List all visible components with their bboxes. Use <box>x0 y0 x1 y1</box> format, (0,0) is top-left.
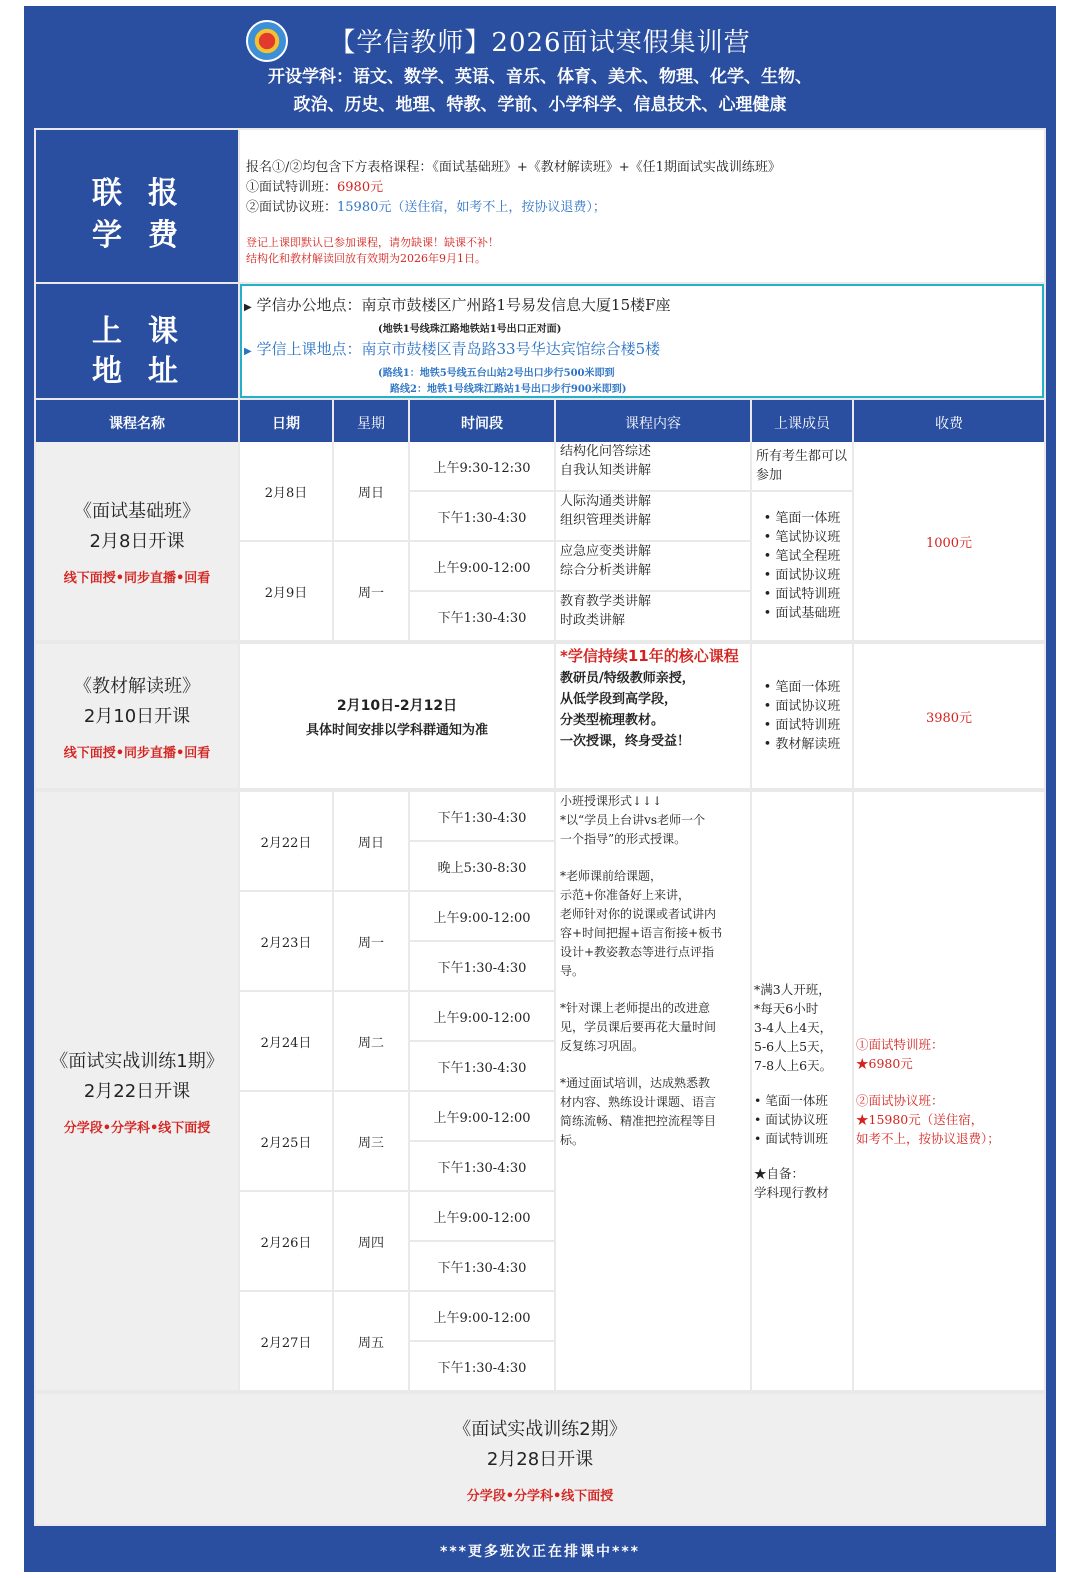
date-cell: 2月27日 <box>240 1292 332 1390</box>
col-header-weekday: 星期 <box>334 400 408 446</box>
fees-note-1: 登记上课即默认已参加课程，请勿缺课！缺课不补！ <box>246 236 499 249</box>
weekday-cell: 周四 <box>334 1192 408 1290</box>
office-address: ▶ 学信办公地点：南京市鼓楼区广州路1号易发信息大厦15楼F座 <box>244 296 671 314</box>
time-cell: 下午1:30-4:30 <box>410 1242 554 1290</box>
course-practice-1: 《面试实战训练1期》 2月22日开课 分学段•分学科•线下面授 <box>36 792 238 1390</box>
date-cell: 2月9日 <box>240 542 332 640</box>
date-cell: 2月23日 <box>240 892 332 990</box>
practice-content-cell: 小班授课形式↓↓↓ *以“学员上台讲vs老师一个 一个指导”的形式授课。 *老师课前给课题， 示范+你准备好上来讲， 老师针对你的说课或者试讲内 容+时间把握+语言衔接+板书 设计+教姿教态等进行点评指 导。 *针对课上老师提出的改进意 见，学员课后要再花大量时间 反复练习巩固。 *通过面试培训，达成熟悉教 材内容、熟练设计课题、语言 简练流畅、精准把控流程等目 标。 <box>556 792 750 1390</box>
office-note: (地铁1号线珠江路地铁站1号出口正对面) <box>378 324 562 335</box>
content-cell: 人际沟通类讲解 组织管理类讲解 <box>556 492 750 540</box>
weekday-cell: 周一 <box>334 542 408 640</box>
time-cell: 上午9:00-12:00 <box>410 892 554 940</box>
members-all-cell: 所有考生都可以参加 <box>752 442 852 490</box>
weekday-cell: 周五 <box>334 1292 408 1390</box>
time-cell: 下午1:30-4:30 <box>410 1342 554 1390</box>
date-cell: 2月8日 <box>240 442 332 540</box>
textbook-content: *学信持续11年的核心课程 教研员/特级教师亲授， 从低学段到高学段， 分类型梳理教材。 一次授课，终身受益！ <box>556 644 750 788</box>
fee-cell: 1000元 <box>854 442 1044 640</box>
col-header-time: 时间段 <box>410 400 554 446</box>
content-cell: 应急应变类讲解 综合分析类讲解 <box>556 542 750 590</box>
time-cell: 下午1:30-4:30 <box>410 1042 554 1090</box>
date-cell: 2月22日 <box>240 792 332 890</box>
fees-option-2: ②面试协议班：15980元（送住宿，如考不上，按协议退费）； <box>246 200 606 215</box>
time-cell: 上午9:00-12:00 <box>410 992 554 1040</box>
bullet-icon: ▶ <box>244 346 252 357</box>
address-section <box>36 284 1044 398</box>
route-1: (路线1：地铁5号线五台山站2号出口步行500米即到 <box>378 368 615 379</box>
fee-cell: 3980元 <box>854 644 1044 788</box>
address-label: 上 课 地 址 <box>36 284 238 398</box>
fees-content <box>240 130 1044 282</box>
date-cell: 2月24日 <box>240 992 332 1090</box>
time-cell: 上午9:00-12:00 <box>410 1092 554 1140</box>
address-content <box>240 284 1044 398</box>
fees-section <box>36 130 1044 282</box>
time-cell: 上午9:00-12:00 <box>410 542 554 590</box>
col-header-members: 上课成员 <box>752 400 852 446</box>
time-cell: 上午9:00-12:00 <box>410 1192 554 1240</box>
col-header-fee: 收费 <box>854 400 1044 446</box>
time-cell: 下午1:30-4:30 <box>410 492 554 540</box>
practice-members-cell: *满3人开班， *每天6小时 3-4人上4天， 5-6人上5天， 7-8人上6天。 • 笔面一体班 • 面试协议班 • 面试特训班 ★自备： 学科现行教材 <box>752 792 852 1390</box>
members-cell: • 笔面一体班 • 面试协议班 • 面试特训班 • 教材解读班 <box>752 644 852 788</box>
textbook-schedule: 2月10日-2月12日 具体时间安排以学科群通知为准 <box>240 644 554 788</box>
time-cell: 上午9:30-12:30 <box>410 442 554 490</box>
col-header-date: 日期 <box>240 400 332 446</box>
fees-label: 联 报 学 费 <box>36 130 238 282</box>
poster <box>24 6 1056 1572</box>
bullet-icon: ▶ <box>244 302 252 313</box>
subjects-line-2: 政治、历史、地理、特教、学前、小学科学、信息技术、心理健康 <box>293 95 787 115</box>
footer-banner: ***更多班次正在排课中*** <box>440 1544 640 1560</box>
course-textbook: 《教材解读班》 2月10日开课 线下面授•同步直播•回看 <box>36 644 238 788</box>
weekday-cell: 周日 <box>334 792 408 890</box>
members-cell: • 笔面一体班 • 笔试协议班 • 笔试全程班 • 面试协议班 • 面试特训班 • 面试基础班 <box>752 492 852 640</box>
time-cell: 下午1:30-4:30 <box>410 592 554 640</box>
weekday-cell: 周三 <box>334 1092 408 1190</box>
col-header-course: 课程名称 <box>36 400 238 446</box>
date-cell: 2月25日 <box>240 1092 332 1190</box>
time-cell: 下午1:30-4:30 <box>410 792 554 840</box>
content-cell: 结构化问答综述 自我认知类讲解 <box>556 442 750 490</box>
weekday-cell: 周日 <box>334 442 408 540</box>
weekday-cell: 周二 <box>334 992 408 1090</box>
fees-note-2: 结构化和教材解读回放有效期为2026年9月1日。 <box>246 252 486 265</box>
time-cell: 晚上5:30-8:30 <box>410 842 554 890</box>
route-2: 路线2：地铁1号线珠江路站1号出口步行900米即到) <box>390 384 627 395</box>
subjects-line-1: 开设学科：语文、数学、英语、音乐、体育、美术、物理、化学、生物、 <box>268 67 812 87</box>
weekday-cell: 周一 <box>334 892 408 990</box>
poster-header <box>24 6 1056 128</box>
content-cell: 教育教学类讲解 时政类讲解 <box>556 592 750 640</box>
poster-title: 【学信教师】2026面试寒假集训营 <box>329 28 751 58</box>
fees-option-1: ①面试特训班：6980元 <box>246 180 384 195</box>
practice-fee-cell: ①面试特训班： ★6980元 ②面试协议班： ★15980元（送住宿， 如考不上，按协议退费）； <box>854 792 1044 1390</box>
col-header-content: 课程内容 <box>556 400 750 446</box>
class-address: ▶ 学信上课地点：南京市鼓楼区青岛路33号华达宾馆综合楼5楼 <box>244 340 661 358</box>
fees-intro: 报名①/②均包含下方表格课程：《面试基础班》+《教材解读班》+《任1期面试实战训练班》 <box>246 160 781 175</box>
time-cell: 下午1:30-4:30 <box>410 942 554 990</box>
course-basic: 《面试基础班》 2月8日开课 线下面授•同步直播•回看 <box>36 442 238 640</box>
course-practice-2: 《面试实战训练2期》 2月28日开课 分学段•分学科•线下面授 <box>36 1394 1044 1524</box>
time-cell: 下午1:30-4:30 <box>410 1142 554 1190</box>
time-cell: 上午9:00-12:00 <box>410 1292 554 1340</box>
date-cell: 2月26日 <box>240 1192 332 1290</box>
